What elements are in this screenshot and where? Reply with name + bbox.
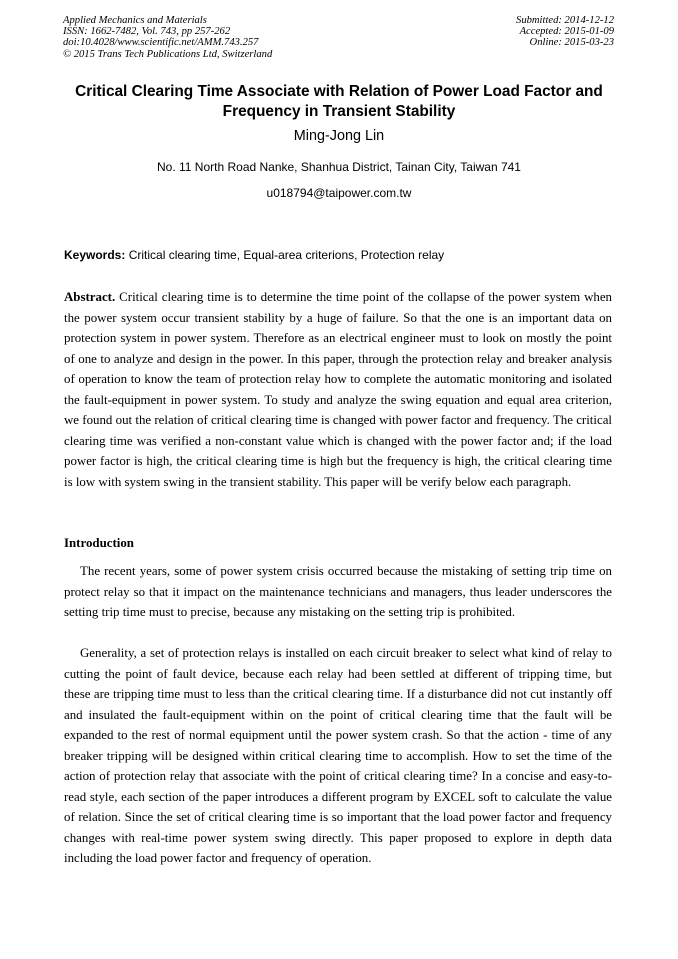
doi-line: doi:10.4028/www.scientific.net/AMM.743.257 — [63, 37, 259, 49]
abstract-text: Critical clearing time is to determine the time point of the collapse of the power system when the power system occur transient stability by a huge of failure. So that the one is an important data on protection system in power system. Therefore as an electrical engineer must to look on mostly the point of one to analyze and design in the power. In this paper, through the protection relay and breaker analysis of operation to know the team of protection relay how to complete the automatic monitoring and isolated the fault-equipment in power system. To study and analyze the swing equation and equal area criterion, we found out the relation of critical clearing time is changed with power factor and frequency. The critical clearing time was verified a non-constant value which is changed with the power factor and; if the load power factor is high, the critical clearing time is high but the frequency is high, the critical clearing time is low with system swing in the transient stability. This paper will be verify below each paragraph. — [64, 290, 612, 489]
introduction-paragraph-1: The recent years, some of power system crisis occurred because the mistaking of setting trip time on protect relay so that it impact on the maintenance technicians and managers, thus leader underscores the setting trip time must to precise, because any mistaking on the setting trip is prohibited. — [64, 564, 612, 619]
online-date: Online: 2015-03-23 — [529, 37, 614, 49]
keywords-line — [64, 247, 624, 263]
issn-line: ISSN: 1662-7482, Vol. 743, pp 257-262 — [63, 26, 231, 38]
author-name: Ming-Jong Lin — [293, 128, 385, 144]
keywords-label: Keywords: — [64, 248, 126, 262]
introduction-paragraph-2: Generality, a set of protection relays is installed on each circuit breaker to select what kind of relay to cutting the point of fault device, because each relay had been settled at different of tripping time, but these are tripping time must to less than the critical clearing time. If a disturbance did not cut instantly off and insulated the fault-equipment within on the point of critical clearing time that the fault will be expanded to the rest of normal equipment until the power system crash. So that the action - time of any breaker tripping will be designed within critical clearing time to accomplish. How to set the time of the action of protection relay that associate with the point of critical clearing time? In a concise and easy-to-read style, each section of the paper introduces a different program by EXCEL soft to calculate the value of relation. Since the set of critical clearing time is so important that the load power factor and frequency changes with real-time power system swing directly. This paper proposed to explore in depth data including the load power factor and frequency of operation. — [64, 646, 612, 865]
author-affiliation: No. 11 North Road Nanke, Shanhua District, Tainan City, Taiwan 741 — [157, 160, 521, 174]
paper-title: Critical Clearing Time Associate with Relation of Power Load Factor and Frequency in Transient Stability — [75, 83, 603, 120]
submitted-date: Submitted: 2014-12-12 — [516, 15, 614, 26]
author-email: u018794@taipower.com.tw — [266, 186, 412, 200]
accepted-date: Accepted: 2015-01-09 — [519, 26, 614, 38]
section-heading-introduction: Introduction — [64, 536, 134, 550]
copyright-line: © 2015 Trans Tech Publications Ltd, Switzerland — [63, 48, 273, 60]
abstract-label: Abstract. — [64, 290, 116, 304]
journal-name: Applied Mechanics and Materials — [63, 15, 207, 26]
journal-header-right — [516, 15, 614, 49]
keywords-text: Critical clearing time, Equal-area criterions, Protection relay — [128, 248, 445, 262]
journal-header-left — [63, 15, 272, 60]
abstract-paragraph — [64, 287, 612, 492]
